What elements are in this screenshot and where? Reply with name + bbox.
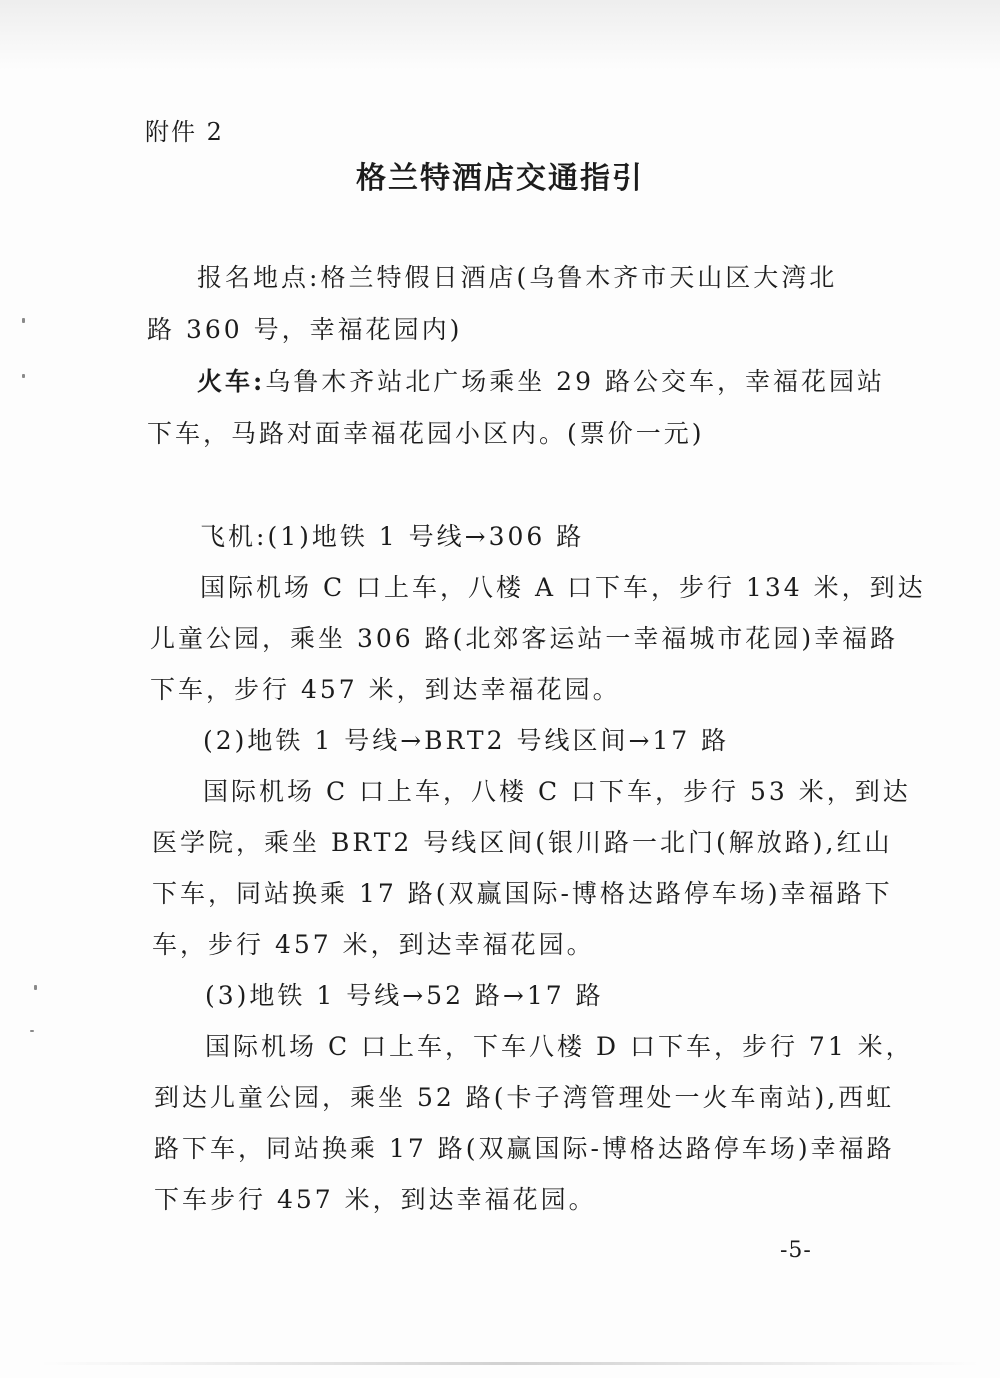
plane-route-2-line-1: 国际机场 C 口上车，八楼 C 口下车，步行 53 米，到达 (203, 777, 911, 806)
plane-route-3-line-1: 国际机场 C 口上车，下车八楼 D 口下车，步行 71 米， (205, 1032, 914, 1061)
scan-speck (30, 1030, 34, 1032)
registration-label: 报名地点: (197, 263, 321, 292)
plane-route-2-heading: (2)地铁 1 号线→BRT2 号线区间→17 路 (203, 726, 730, 755)
document-title: 格兰特酒店交通指引 (356, 161, 644, 196)
plane-route-3-line-3: 路下车，同站换乘 17 路(双赢国际-博格达路停车场)幸福路 (154, 1134, 895, 1163)
plane-route-1-line-1: 国际机场 C 口上车，八楼 A 口下车，步行 134 米，到达 (200, 573, 926, 602)
plane-route-2-line-4: 车，步行 457 米，到达幸福花园。 (152, 930, 595, 959)
scan-speck (34, 985, 37, 990)
train-line-2: 下车，马路对面幸福花园小区内。(票价一元) (147, 419, 705, 448)
plane-route-3-line-2: 到达儿童公园，乘坐 52 路(卡子湾管理处一火车南站),西虹 (154, 1083, 895, 1112)
plane-route-2-line-3: 下车，同站换乘 17 路(双赢国际-博格达路停车场)幸福路下 (152, 879, 893, 908)
registration-line-2: 路 360 号，幸福花园内) (147, 315, 463, 344)
scan-shadow-bottom (40, 1362, 980, 1365)
scan-speck (22, 374, 25, 378)
train-label: 火车: (197, 367, 266, 396)
plane-route-3-line-4: 下车步行 457 米，到达幸福花园。 (154, 1185, 597, 1214)
plane-route-1-line-3: 下车，步行 457 米，到达幸福花园。 (150, 675, 621, 704)
scan-speck (22, 318, 25, 323)
plane-route-1-heading (200, 521, 584, 553)
registration-text-1: 格兰特假日酒店(乌鲁木齐市天山区大湾北 (320, 263, 838, 292)
plane-route-2-line-2: 医学院，乘坐 BRT2 号线区间(银川路一北门(解放路),红山 (152, 828, 893, 857)
attachment-label: 附件 2 (145, 118, 224, 146)
train-line-1 (197, 366, 885, 398)
plane-route-1-title: (1)地铁 1 号线→306 路 (267, 522, 585, 551)
plane-route-3-heading: (3)地铁 1 号线→52 路→17 路 (205, 981, 604, 1010)
plane-label: 飞机: (200, 522, 268, 551)
plane-route-1-line-2: 儿童公园，乘坐 306 路(北郊客运站一幸福城市花园)幸福路 (150, 624, 899, 653)
page-number: -5- (780, 1238, 812, 1263)
registration-line-1 (197, 262, 837, 294)
scan-shadow-top (0, 0, 1000, 70)
train-text-1: 乌鲁木齐站北广场乘坐 29 路公交车，幸福花园站 (265, 367, 885, 396)
